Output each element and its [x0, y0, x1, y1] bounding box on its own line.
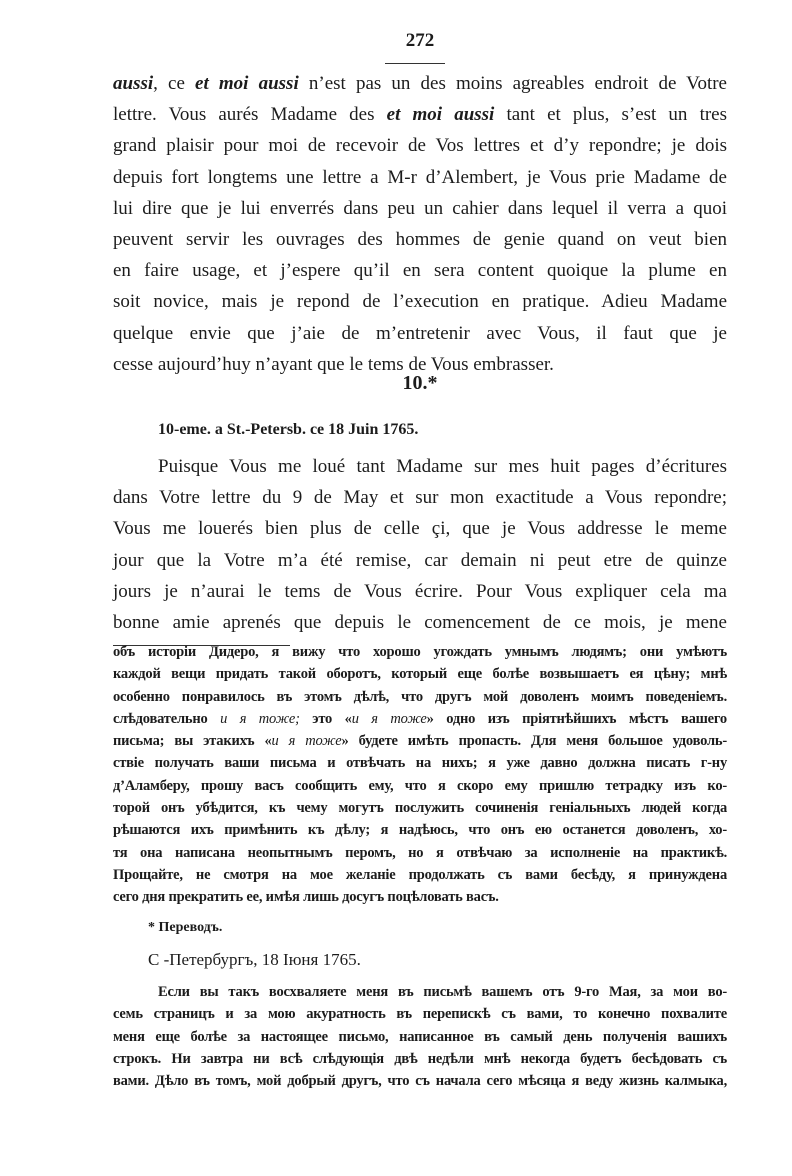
text-segment: письма; вы этакихъ « [113, 733, 272, 750]
text-line: Если вы такъ восхваляете меня въ письмѣ вашемъ отъ 9-го Мая, за мои во- [158, 984, 727, 1000]
text-line: lui dire que je lui enverrés dans peu un cahier dans lequel il verra a quoi [113, 197, 727, 219]
text-line: меня еще болѣе за настоящее письмо, написанное въ самый день полученія вашихъ [113, 1028, 727, 1045]
text-line: grand plaisir pour moi de recevoir de Vos lettres et d’y repondre; je dois [113, 135, 727, 157]
text-segment: слѣдовательно [113, 710, 221, 727]
text-segment: , ce [153, 73, 196, 94]
translation-body [113, 981, 727, 1092]
text-line: Vous me louerés bien plus de celle çi, que je Vous addresse le meme [113, 518, 727, 540]
text-line: торой онъ убѣдится, къ чему могутъ послужить сочиненія геніальныхъ людей когда [113, 800, 727, 817]
text-line: bonne amie aprenés que depuis le comencement de ce mois, je mene [113, 611, 727, 633]
text-segment: lettre. Vous aurés Madame des [113, 104, 387, 126]
text-line: ствіе получать ваши письма и отвѣчать на нихъ; я уже давно должна писать г-ну [113, 755, 727, 772]
header-rule [385, 63, 445, 64]
text-line: jours je n’aurai le tems de Vous écrire. Pour Vous expliquer cela ma [113, 580, 727, 602]
text-line [113, 99, 727, 130]
text-line: en faire usage, et j’espere qu’il en sera content quoique la plume en [113, 260, 727, 282]
french-continuation [113, 68, 727, 380]
text-line: объ исторіи Дидеро, я вижу что хорошо угождать умнымъ людямъ; они умѣютъ [113, 644, 727, 660]
text-line: особенно понравилось въ этомъ дѣлѣ, что другъ мой доволенъ моимъ поведеніемъ. [113, 688, 727, 705]
letter-body [113, 451, 727, 638]
page-number: 272 [405, 30, 435, 51]
text-segment: n’est pas un des moins agreables endroit de Votre [298, 73, 727, 94]
text-segment: tant et plus, s’est un tres [494, 104, 728, 126]
text-segment: это « [299, 710, 352, 727]
text-segment: » будете имѣть пропасть. Для меня большое удоволь- [341, 733, 727, 750]
text-line: dans Votre lettre du 9 de May et sur mon exactitude a Vous repondre; [113, 487, 727, 509]
text-line: depuis fort longtems une lettre a M-r d’Alembert, je Vous prie Madame de [113, 166, 727, 188]
text-line [113, 68, 727, 99]
italic-text: и я тоже [271, 733, 342, 750]
text-line: Прощайте, не смотря на мое желаніе продолжать съ вами бесѣду, я принуждена [113, 866, 727, 883]
text-line [113, 730, 727, 752]
text-line: тя она написана неопытнымъ перомъ, но я отвѣчаю за исполненіе на практикѣ. [113, 844, 727, 861]
text-line: peuvent servir les ouvrages des hommes de genie quand on veut bien [113, 228, 727, 250]
text-line: quelque envie que j’aie de m’entretenir avec Vous, il faut que je [113, 322, 727, 344]
text-line: рѣшаются ихъ примѣнить къ дѣлу; я надѣюсь, что онъ ею останется доволенъ, хо- [113, 822, 727, 839]
text-line: cesse aujourd’huy n’ayant que le tems de Vous embrasser. [113, 353, 554, 375]
text-line: каждой вещи придать такой оборотъ, который еще болѣе возвышаетъ ея цѣну; мнѣ [113, 666, 727, 683]
text-line: вами. Дѣло въ томъ, мой добрый другъ, что съ начала сего мѣсяца я веду жизнь калмыка, [113, 1073, 727, 1090]
footnote-translation-previous [113, 641, 727, 909]
text-line: Puisque Vous me loué tant Madame sur mes huit pages d’écritures [158, 456, 727, 477]
text-line [113, 708, 727, 730]
text-line: д’Аламберу, прошу васъ сообщить ему, что я скоро ему пришлю тетрадку изъ ко- [113, 777, 727, 794]
text-line: soit novice, mais je repond de l’execution en pratique. Adieu Madame [113, 291, 727, 313]
text-line: сего дня прекратить ее, имѣя лишь досугъ поцѣловать васъ. [113, 889, 499, 906]
translation-heading: С -Петербургъ, 18 Іюня 1765. [148, 950, 361, 969]
italic-text: et moi aussi [195, 73, 299, 94]
letter-number: 10.* [402, 372, 438, 394]
translation-label: * Переводъ. [148, 920, 223, 935]
text-line: jour que la Votre m’a été remise, car demain ni peut etre de quinze [113, 549, 727, 571]
italic-text: и я тоже; [220, 710, 300, 727]
text-segment: » одно изъ пріятнѣйшихъ мѣстъ вашего [426, 710, 727, 727]
letter-heading: 10-eme. a St.-Petersb. ce 18 Juin 1765. [158, 421, 419, 438]
italic-text: и я тоже [351, 710, 427, 727]
text-line: строкъ. Ни завтра ни всѣ слѣдующія двѣ недѣли мнѣ некогда будетъ бесѣдовать съ [113, 1050, 727, 1067]
italic-text: aussi [113, 73, 154, 94]
italic-text: et moi aussi [386, 104, 495, 126]
text-line: семь страницъ и за мою акуратность въ перепискѣ съ вами, то конечно похвалите [113, 1006, 727, 1023]
